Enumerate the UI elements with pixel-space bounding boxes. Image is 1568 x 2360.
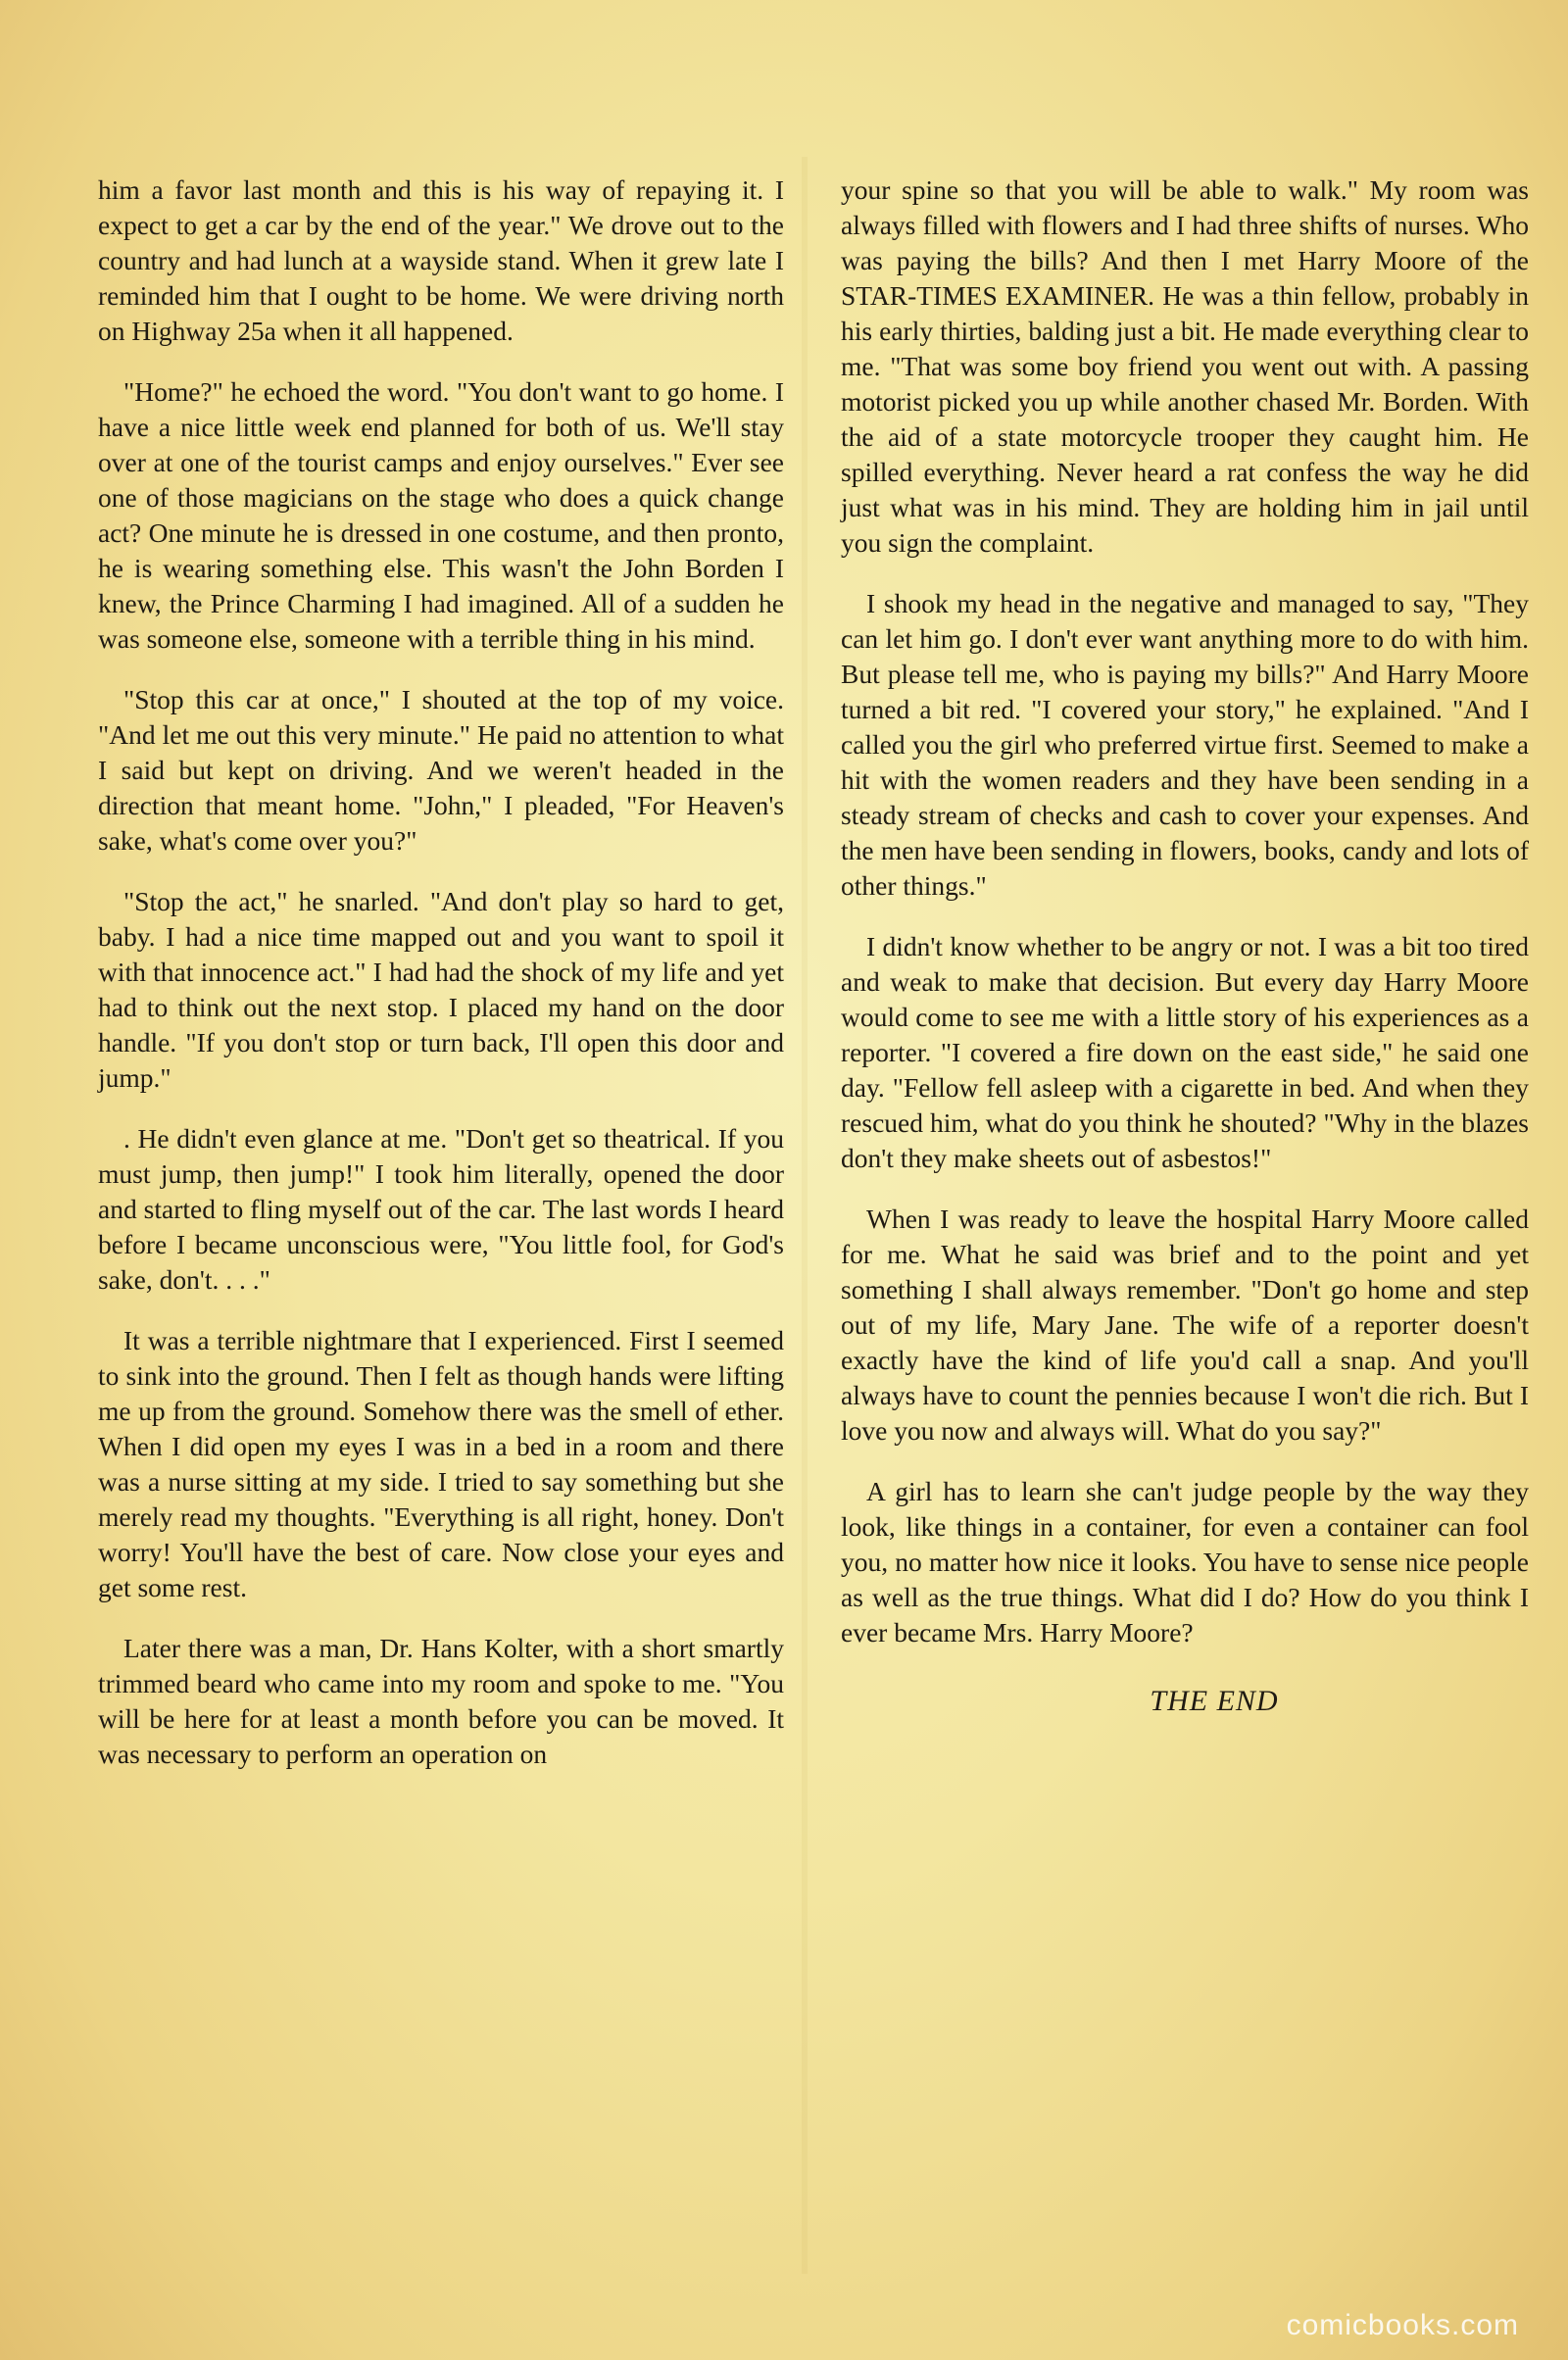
paragraph: him a favor last month and this is his way of repaying it. I expect to get a car by the end of the year." We drove out to the country and had lunch at a wayside stand. When it grew late I reminded him that I ought to be home. We were driving north on Highway 25a when it all happened. [98,174,784,346]
paragraph: A girl has to learn she can't judge people by the way they look, like things in a container, for even a container can fool you, no matter how nice it looks. You have to sense nice people as well as the true things. What did I do? How do you think I ever became Mrs. Harry Moore? [841,1476,1529,1647]
paragraph: When I was ready to leave the hospital Harry Moore called for me. What he said was brief and to the point and yet something I shall always remember. "Don't go home and step out of my life, Mary Jane. The wife of a reporter doesn't exactly have the kind of life you'd call a snap. And you'll always have to count the pennies because I won't die rich. But I love you now and always will. What do you say?" [841,1204,1529,1446]
paragraph: "Stop this car at once," I shouted at the top of my voice. "And let me out this very minute." He paid no attention to what I said but kept on driving. And we weren't headed in the direction that meant home. "John," I pleaded, "For Heaven's sake, what's come over you?" [98,684,784,856]
paragraph: I shook my head in the negative and managed to say, "They can let him go. I don't ever want anything more to do with him. But please tell me, who is paying my bills?" And Harry Moore turned a bit red. "I covered your story," he explained. "And I called you the girl who preferred virtue first. Seemed to make a hit with the women readers and they have been sending in a steady stream of checks and cash to cover your expenses. And the men have been sending in flowers, books, candy and lots of other things." [841,588,1529,901]
right-column [841,172,1529,1719]
left-column [98,172,784,1797]
watermark: comicbooks.com [1286,2309,1519,2341]
gutter [802,157,808,2274]
paragraph: "Stop the act," he snarled. "And don't play so hard to get, baby. I had a nice time mapped out and you want to spoil it with that innocence act." I had had the shock of my life and yet had to think out the next stop. I placed my hand on the door handle. "If you don't stop or turn back, I'll open this door and jump." [98,886,784,1093]
paragraph: "Home?" he echoed the word. "You don't want to go home. I have a nice little week end planned for both of us. We'll stay over at one of the tourist camps and enjoy ourselves." Ever see one of those magicians on the stage who does a quick change act? One minute he is dressed in one costume, and then pronto, he is wearing something else. This wasn't the John Borden I knew, the Prince Charming I had imagined. All of a sudden he was someone else, someone with a terrible thing in his mind. [98,376,784,654]
paragraph: Later there was a man, Dr. Hans Kolter, with a short smartly trimmed beard who came into my room and spoke to me. "You will be here for at least a month before you can be moved. It was necessary to perform an operation on [98,1633,784,1769]
paragraph: I didn't know whether to be angry or not. I was a bit too tired and weak to make that decision. But every day Harry Moore would come to see me with a little story of his experiences as a reporter. "I covered a fire down on the east side," he said one day. "Fellow fell asleep with a cigarette in bed. And when they rescued him, what do you think he shouted? "Why in the blazes don't they make sheets out of asbestos!" [841,931,1529,1173]
paragraph: your spine so that you will be able to walk." My room was always filled with flowers and I had three shifts of nurses. Who was paying the bills? And then I met Harry Moore of the STAR-TIMES EXAMINER. He was a thin fellow, probably in his early thirties, balding just a bit. He made everything clear to me. "That was some boy friend you went out with. A passing motorist picked you up while another chased Mr. Borden. With the aid of a state motorcycle trooper they caught him. He spilled everything. Never heard a rat confess the way he did just what was in his mind. They are holding him in jail until you sign the complaint. [841,174,1529,558]
the-end-label: THE END [1150,1685,1279,1717]
paragraph: . He didn't even glance at me. "Don't get so theatrical. If you must jump, then jump!" I took him literally, opened the door and started to fling myself out of the car. The last words I heard before I became unconscious were, "You little fool, for God's sake, don't. . . ." [98,1123,784,1295]
paragraph: It was a terrible nightmare that I experienced. First I seemed to sink into the ground. Then I felt as though hands were lifting me up from the ground. Somehow there was the smell of ether. When I did open my eyes I was in a bed in a room and there was a nurse sitting at my side. I tried to say something but she merely read my thoughts. "Everything is all right, honey. Don't worry! You'll have the best of care. Now close your eyes and get some rest. [98,1325,784,1602]
